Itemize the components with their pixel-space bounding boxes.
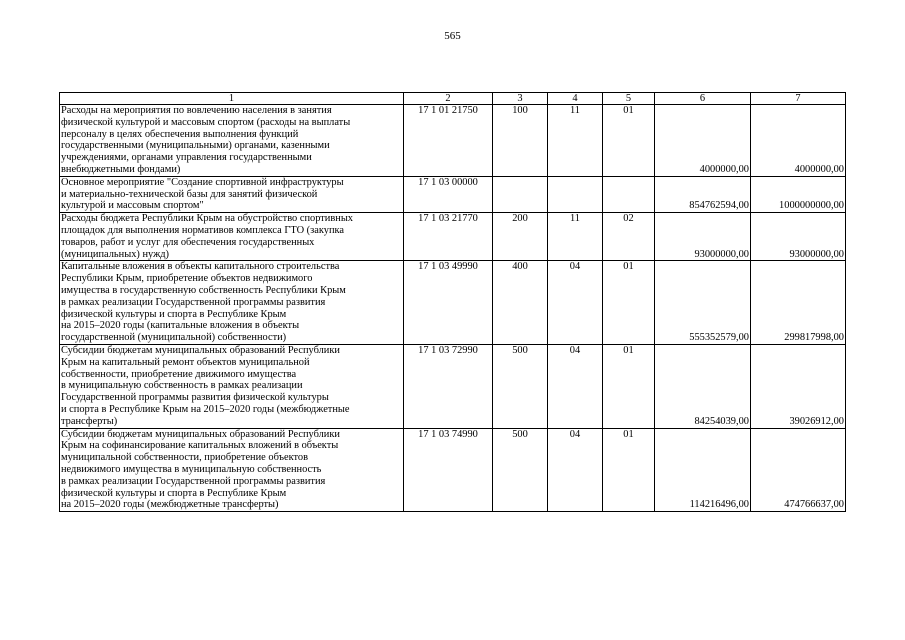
column-header: 2 bbox=[404, 93, 493, 105]
section-code: 04 bbox=[548, 261, 603, 345]
column-header: 6 bbox=[655, 93, 751, 105]
table-row bbox=[60, 261, 846, 345]
expense-type-code: 500 bbox=[493, 344, 548, 428]
section-code: 11 bbox=[548, 213, 603, 261]
table-row bbox=[60, 213, 846, 261]
column-header: 7 bbox=[751, 93, 846, 105]
column-header: 1 bbox=[60, 93, 404, 105]
amount-column-6: 555352579,00 bbox=[655, 261, 751, 345]
budget-table bbox=[59, 92, 846, 512]
section-code: 04 bbox=[548, 428, 603, 512]
target-article-code: 17 1 03 21770 bbox=[404, 213, 493, 261]
amount-column-7: 1000000000,00 bbox=[751, 176, 846, 212]
subsection-code: 01 bbox=[603, 344, 655, 428]
row-description: Капитальные вложения в объекты капитального строительства Республики Крым, приобретение объектов недвижимого имущества в государственную собственность Республики Крым в рамках реализации Государственной программы развития физической культуры и спорта в Республике Крым на 2015–2020 годы (капитальные вложения в объекты государственной (муниципальной) собственности) bbox=[60, 261, 404, 345]
table-row bbox=[60, 176, 846, 212]
amount-column-6: 84254039,00 bbox=[655, 344, 751, 428]
expense-type-code: 200 bbox=[493, 213, 548, 261]
amount-column-7: 39026912,00 bbox=[751, 344, 846, 428]
section-code bbox=[548, 176, 603, 212]
subsection-code: 02 bbox=[603, 213, 655, 261]
expense-type-code: 500 bbox=[493, 428, 548, 512]
expense-type-code: 100 bbox=[493, 105, 548, 177]
row-description: Расходы бюджета Республики Крым на обустройство спортивных площадок для выполнения нормативов комплекса ГТО (закупка товаров, работ и услуг для обеспечения государственных (муниципальных) нужд) bbox=[60, 213, 404, 261]
column-header: 4 bbox=[548, 93, 603, 105]
subsection-code: 01 bbox=[603, 261, 655, 345]
amount-column-7: 93000000,00 bbox=[751, 213, 846, 261]
expense-type-code bbox=[493, 176, 548, 212]
target-article-code: 17 1 03 72990 bbox=[404, 344, 493, 428]
amount-column-6: 4000000,00 bbox=[655, 105, 751, 177]
amount-column-7: 4000000,00 bbox=[751, 105, 846, 177]
target-article-code: 17 1 01 21750 bbox=[404, 105, 493, 177]
section-code: 11 bbox=[548, 105, 603, 177]
row-description: Субсидии бюджетам муниципальных образований Республики Крым на капитальный ремонт объектов муниципальной собственности, приобретение движимого имущества в муниципальную собственность в рамках реализации Государственной программы развития физической культуры и спорта в Республике Крым на 2015–2020 годы (межбюджетные трансферты) bbox=[60, 344, 404, 428]
table-row bbox=[60, 105, 846, 177]
target-article-code: 17 1 03 49990 bbox=[404, 261, 493, 345]
row-description: Основное мероприятие "Создание спортивной инфраструктуры и материально-технической базы для занятий физической культурой и массовым спортом" bbox=[60, 176, 404, 212]
amount-column-7: 474766637,00 bbox=[751, 428, 846, 512]
amount-column-6: 114216496,00 bbox=[655, 428, 751, 512]
subsection-code: 01 bbox=[603, 105, 655, 177]
column-header: 5 bbox=[603, 93, 655, 105]
table-row bbox=[60, 344, 846, 428]
amount-column-6: 854762594,00 bbox=[655, 176, 751, 212]
subsection-code: 01 bbox=[603, 428, 655, 512]
amount-column-7: 299817998,00 bbox=[751, 261, 846, 345]
page-number: 565 bbox=[444, 30, 461, 42]
expense-type-code: 400 bbox=[493, 261, 548, 345]
column-header: 3 bbox=[493, 93, 548, 105]
table-row bbox=[60, 428, 846, 512]
subsection-code bbox=[603, 176, 655, 212]
row-description: Расходы на мероприятия по вовлечению населения в занятия физической культурой и массовым спортом (расходы на выплаты персоналу в целях обеспечения выполнения функций государственными (муниципальными) органами, казенными учреждениями, органами управления государственными внебюджетными фондами) bbox=[60, 105, 404, 177]
target-article-code: 17 1 03 00000 bbox=[404, 176, 493, 212]
table-header-row bbox=[60, 93, 846, 105]
target-article-code: 17 1 03 74990 bbox=[404, 428, 493, 512]
row-description: Субсидии бюджетам муниципальных образований Республики Крым на софинансирование капитальных вложений в объекты муниципальной собственности, приобретение объектов недвижимого имущества в муниципальную собственность в рамках реализации Государственной программы развития физической культуры и спорта в Республике Крым на 2015–2020 годы (межбюджетные трансферты) bbox=[60, 428, 404, 512]
amount-column-6: 93000000,00 bbox=[655, 213, 751, 261]
section-code: 04 bbox=[548, 344, 603, 428]
